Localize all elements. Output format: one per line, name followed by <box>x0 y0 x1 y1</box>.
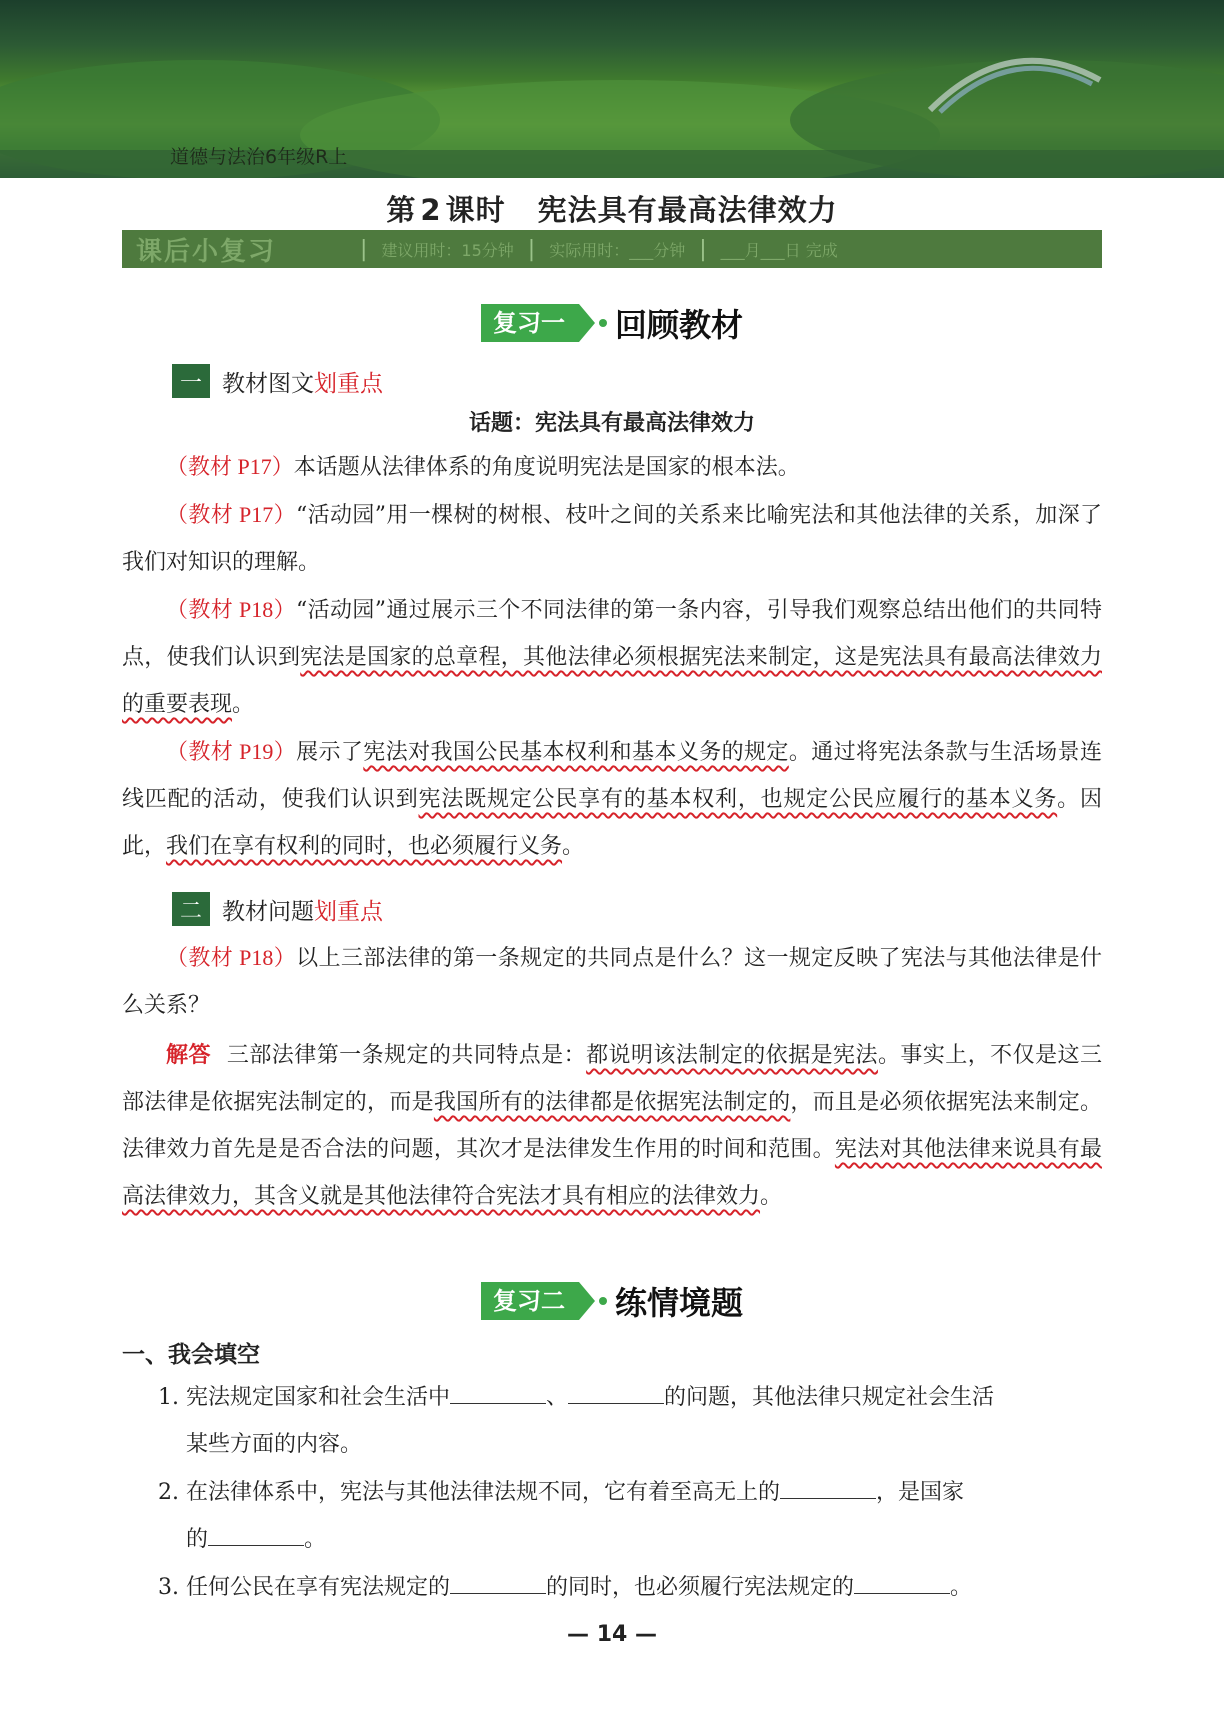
review2-heading <box>0 1278 1224 1322</box>
answer-blank[interactable] <box>854 1571 950 1594</box>
textbook-ref: （教材 P17） <box>166 454 294 479</box>
lesson-prefix: 第 <box>386 193 417 227</box>
subsection1-number: 一 <box>172 364 210 398</box>
question-text: 以上三部法律的第一条规定的共同点是什么？这一规定反映了宪法与其他法律是什么关系？ <box>122 946 1102 1018</box>
arrow-dot-icon <box>599 319 607 327</box>
fill-question-2 <box>158 1469 1102 1563</box>
textbook-ref: （教材 P17） <box>166 502 296 527</box>
note-text: 展示了 <box>296 740 364 765</box>
question-text: 3. 任何公民在享有宪法规定的 <box>158 1575 450 1600</box>
subsection2-number: 二 <box>172 892 210 926</box>
lesson-number: 2 <box>420 193 442 227</box>
key-point: 宪法对我国公民基本权利和基本义务的规定 <box>363 740 789 765</box>
question-text: 的问题，其他法律只规定社会生活 <box>664 1385 995 1410</box>
answer-blank[interactable] <box>780 1476 876 1499</box>
review2-tag: 复习二 <box>481 1282 579 1320</box>
question-text: 2. 在法律体系中，宪法与其他法律法规不同，它有着至高无上的 <box>158 1480 780 1505</box>
fill-heading: 一、我会填空 <box>122 1342 260 1368</box>
header-banner <box>0 0 1224 178</box>
question-text: 。 <box>950 1575 973 1600</box>
key-point: 我们在享有权利的同时，也必须履行义务 <box>166 834 563 859</box>
question-text: 。 <box>304 1527 327 1552</box>
answer-blank[interactable] <box>450 1571 546 1594</box>
review1-title: 回顾教材 <box>614 306 743 344</box>
question-text: 某些方面的内容。 <box>186 1432 363 1457</box>
answer-text: 三部法律第一条规定的共同特点是： <box>226 1043 587 1068</box>
textbook-note-1 <box>122 443 1102 491</box>
answer-blank[interactable] <box>208 1523 304 1546</box>
question-text: 的同时，也必须履行宪法规定的 <box>545 1575 854 1600</box>
answer-block <box>122 1032 1102 1220</box>
note-text: 本话题从法律体系的角度说明宪法是国家的根本法。 <box>293 455 800 480</box>
lesson-title <box>0 188 1224 229</box>
note-text: 。因此， <box>122 787 1102 859</box>
note-text: 。通过将宪法条款与生活场景连线匹配的活动，使我们认识到 <box>122 740 1102 812</box>
textbook-question <box>122 934 1102 1029</box>
key-point: 宪法既规定公民享有的基本权利，也规定公民应履行的基本义务 <box>418 787 1058 812</box>
question-text: ，是国家 <box>876 1480 965 1505</box>
subsection2-text: 教材问题 <box>222 898 314 925</box>
subsection2-heading <box>172 892 383 926</box>
arrow-dot-icon <box>599 1297 607 1305</box>
strip-actual-time: 实际用时：___分钟 <box>549 240 686 260</box>
subsection1-text: 教材图文 <box>222 370 314 397</box>
question-text: 的 <box>186 1527 209 1552</box>
strip-label: 课后小复习 <box>136 236 277 267</box>
subsection1-heading <box>172 364 383 398</box>
lesson-suffix: 课时 <box>445 193 506 227</box>
note-text: 。 <box>562 834 585 859</box>
textbook-note-3 <box>122 586 1102 728</box>
fill-question-3 <box>158 1564 1102 1611</box>
key-point: 都说明该法制定的依据是宪法 <box>586 1043 878 1068</box>
answer-blank[interactable] <box>568 1381 664 1404</box>
review1-heading <box>0 300 1224 344</box>
review1-tag: 复习一 <box>481 304 579 342</box>
question-text: 1. 宪法规定国家和社会生活中 <box>158 1385 450 1410</box>
review2-title: 练情境题 <box>614 1284 743 1322</box>
answer-blank[interactable] <box>450 1381 546 1404</box>
answer-label: 解答 <box>166 1042 211 1068</box>
key-point: 宪法对其他法律来说具有最高法律效力，其含义就是其他法律符合宪法才具有相应的法律效力 <box>122 1137 1102 1209</box>
textbook-note-4 <box>122 728 1102 870</box>
topic-line: 话题：宪法具有最高法律效力 <box>468 411 755 436</box>
key-point: 宪法是国家的总章程，其他法律必须根据宪法来制定，这是宪法具有最高法律效力的重要表现 <box>122 645 1102 717</box>
lesson-name: 宪法具有最高法律效力 <box>537 193 838 227</box>
strip-date: ___月___日 完成 <box>720 240 838 260</box>
fill-question-1 <box>158 1374 1102 1468</box>
answer-text: 。事实上，不仅是这三部法律是依据宪法制定的，而是 <box>122 1043 1102 1115</box>
review-strip: 课后小复习 | 建议用时：15分钟 | 实际用时：___分钟 | ___月___日 完成 <box>122 230 1102 268</box>
answer-text: 。 <box>760 1184 783 1209</box>
answer-text: ，而且是必须依据宪法来制定。法律效力首先是是否合法的问题，其次才是法律发生作用的时间和范围。 <box>122 1090 1102 1162</box>
textbook-note-2 <box>122 491 1102 586</box>
question-text: 、 <box>545 1385 568 1410</box>
key-point: 我国所有的法律都是依据宪法制定的 <box>433 1090 791 1115</box>
book-title: 道德与法治6年级R上 <box>170 146 348 168</box>
textbook-ref: （教材 P18） <box>166 945 297 970</box>
textbook-ref: （教材 P18） <box>166 597 296 622</box>
page-number: — 14 — <box>567 1622 657 1647</box>
note-text: 。 <box>232 692 255 717</box>
strip-suggested-time: 建议用时：15分钟 <box>381 240 514 260</box>
textbook-ref: （教材 P19） <box>166 739 297 764</box>
note-text: “活动园”通过展示三个不同法律的第一条内容，引导我们观察总结出他们的共同特点，使我们认识到 <box>122 598 1102 670</box>
note-text: “活动园”用一棵树的树根、枝叶之间的关系来比喻宪法和其他法律的关系，加深了我们对知识的理解。 <box>122 503 1102 575</box>
subsection1-highlight: 划重点 <box>314 370 383 397</box>
subsection2-highlight: 划重点 <box>314 898 383 925</box>
